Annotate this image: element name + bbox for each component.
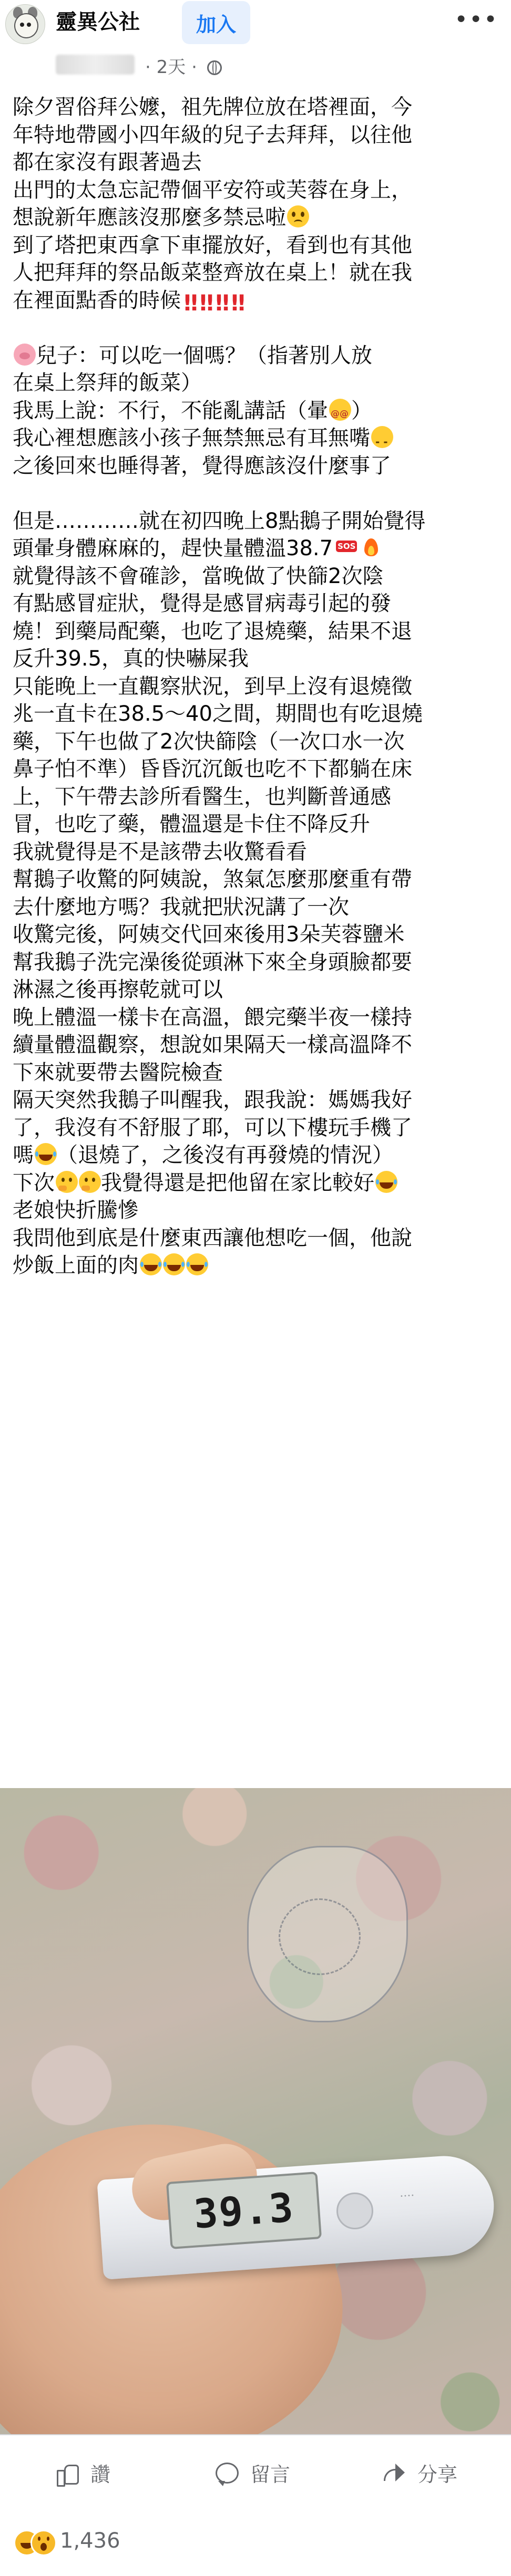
post-line [13, 204, 502, 232]
globe-icon [207, 60, 222, 75]
post-line-text: 嗎 [13, 1143, 34, 1167]
post-line [13, 838, 502, 866]
fabric-pattern-detail [279, 1898, 361, 1975]
separator: · [145, 57, 151, 78]
reaction-summary[interactable] [0, 2513, 511, 2576]
reaction-count[interactable]: 1,436 [60, 2529, 120, 2553]
paragraph-gap [13, 314, 502, 342]
post-line-text: 到了塔把東西拿下車擺放好，看到也有其他 [13, 233, 412, 257]
post-line-text: 年特地帶國小四年級的兒子去拜拜，以往他 [13, 122, 412, 147]
post-line [13, 369, 502, 397]
post-line-text: 隔天突然我鵝子叫醒我，跟我說：媽媽我好 [13, 1088, 412, 1112]
post-line-text: 收驚完後，阿姨交代回來後用3朵芙蓉鹽米 [13, 922, 405, 947]
post-line-text: 在裡面點香的時候 [13, 288, 181, 313]
post-line [13, 176, 502, 204]
post-line-text: 炒飯上面的肉 [13, 1253, 139, 1277]
separator-dot: · [186, 57, 197, 78]
post-line-text: 下次 [13, 1170, 55, 1195]
pig-emoji-icon [14, 344, 36, 366]
avatar-face [14, 13, 38, 38]
paragraph-gap [13, 480, 502, 507]
post-line-text: 反升39.5，真的快嚇屎我 [13, 647, 249, 671]
post-line-text: 冒，也吃了藥，體溫還是卡住不降反升 [13, 812, 370, 836]
post-body [13, 94, 502, 1280]
post-line [13, 1031, 502, 1059]
post-line-text: 人把拜拜的祭品飯菜整齊放在桌上！就在我 [13, 261, 412, 285]
post-line [13, 535, 502, 563]
join-button[interactable]: 加入 [182, 1, 250, 44]
laugh-emoji-icon [140, 1253, 162, 1275]
post-line-text: 都在家沒有跟著過去 [13, 150, 202, 174]
post-line-text: 出門的太急忘記帶個平安符或芙蓉在身上， [13, 178, 412, 202]
laugh-emoji-icon [35, 1143, 57, 1165]
bang-emoji-icon [198, 292, 212, 314]
post-line-text: 我就覺得是不是該帶去收驚看看 [13, 839, 307, 864]
blurred-author-name [56, 55, 135, 75]
post-line [13, 452, 502, 480]
post-line [13, 149, 502, 176]
post-line [13, 94, 502, 121]
avatar-eye-left [20, 23, 24, 27]
post-line-text: 幫鵝子收驚的阿姨說，煞氣怎麼那麼重有帶 [13, 867, 412, 891]
post-line [13, 287, 502, 315]
more-icon[interactable]: ••• [454, 6, 498, 33]
like-icon [56, 2461, 79, 2485]
worried-emoji-icon [287, 205, 309, 227]
post-line [13, 1141, 502, 1169]
post-line-text: 下來就要帶去醫院檢查 [13, 1060, 223, 1085]
post-line-text: 去什麼地方嗎？我就把狀況講了一次 [13, 895, 349, 919]
post-line [13, 783, 502, 811]
fire-emoji-icon [360, 536, 382, 558]
post-line-text: 兒子：可以吃一個嗎？（指著別人放 [36, 343, 372, 368]
thermometer-brand: .... [399, 2186, 415, 2200]
think-emoji-icon [79, 1171, 101, 1193]
share-label: 分享 [417, 2463, 458, 2486]
post-line [13, 673, 502, 701]
sos-badge-icon: SOS [336, 541, 357, 552]
thermometer-display: 39.3 [166, 2172, 322, 2249]
post-line [13, 728, 502, 756]
bang-emoji-icon [213, 292, 228, 314]
post-line [13, 342, 502, 370]
avatar-eye-right [27, 23, 31, 27]
page-name[interactable]: 靈異公社 [56, 10, 140, 34]
post-line [13, 1004, 502, 1032]
post-line [13, 590, 502, 618]
post-line [13, 1059, 502, 1087]
post-line [13, 563, 502, 590]
post-line-text: 只能晚上一直觀察狀況，到早上沒有退燒徵 [13, 674, 412, 699]
post-line-text: 除夕習俗拜公嬤，祖先牌位放在塔裡面，今 [13, 95, 412, 119]
post-line [13, 1197, 502, 1224]
bang-emoji-icon [182, 292, 197, 314]
post-line [13, 755, 502, 783]
post-line [13, 232, 502, 259]
like-label: 讚 [90, 2463, 111, 2486]
comment-icon [216, 2463, 239, 2484]
post-line-tail: 我覺得還是把他留在家比較好 [101, 1170, 374, 1195]
post-line [13, 700, 502, 728]
post-photo[interactable] [0, 1788, 511, 2434]
post-line [13, 618, 502, 646]
post-line-text: 燒！到藥局配藥，也吃了退燒藥，結果不退 [13, 619, 412, 643]
post-meta [145, 53, 222, 78]
post-line [13, 1086, 502, 1114]
post-line-text: 續量體溫觀察，想說如果隔天一樣高溫降不 [13, 1033, 412, 1057]
post-line [13, 397, 502, 425]
post-line [13, 1169, 502, 1197]
post-line-text: 我心裡想應該小孩子無禁無忌有耳無嘴 [13, 426, 370, 450]
like-button[interactable] [56, 2458, 110, 2487]
post-line-text: 幫我鵝子洗完澡後從頭淋下來全身頭臉都要 [13, 950, 412, 974]
post-time[interactable]: 2天 [156, 57, 186, 78]
post-line-text: 鼻子怕不準）昏昏沉沉飯也吃不下都躺在床 [13, 757, 412, 781]
post-line [13, 921, 502, 949]
post-line-text: 但是…………就在初四晚上8點鵝子開始覺得 [13, 508, 426, 533]
post-line [13, 121, 502, 149]
page-avatar[interactable] [5, 4, 45, 44]
post-line [13, 894, 502, 921]
laugh-emoji-icon [186, 1253, 208, 1275]
thermometer-button [336, 2193, 373, 2229]
share-button[interactable] [383, 2458, 457, 2487]
post-line-text: 我問他到底是什麼東西讓他想吃一個，他說 [13, 1225, 412, 1250]
bang-emoji-icon [229, 292, 244, 314]
laugh-emoji-icon [375, 1171, 397, 1193]
post-line-text: 就覺得該不會確診，當晚做了快篩2次陰 [13, 564, 384, 588]
post-line [13, 424, 502, 452]
post-line-text: 了，我沒有不舒服了耶，可以下樓玩手機了 [13, 1115, 412, 1140]
post-line [13, 866, 502, 894]
unamused-emoji-icon [371, 426, 393, 448]
post-line [13, 1224, 502, 1252]
post-line-text: 在桌上祭拜的飯菜） [13, 371, 202, 395]
post-line-text: 上，下午帶去診所看醫生，也判斷普通感 [13, 784, 391, 809]
post-line-text: 頭暈身體麻麻的，趕快量體溫38.7 [13, 536, 333, 560]
think-emoji-icon [56, 1171, 78, 1193]
post-line-text: 老娘快折騰慘 [13, 1198, 139, 1222]
post-line [13, 976, 502, 1004]
post-line-text: 我馬上說：不行，不能亂講話（暈 [13, 398, 328, 423]
share-icon [383, 2463, 406, 2484]
post-line-text: 晚上體溫一樣卡在高溫，餵完藥半夜一樣持 [13, 1005, 412, 1030]
comment-button[interactable] [216, 2458, 290, 2487]
post-line-text: 之後回來也睡得著，覺得應該沒什麼事了 [13, 453, 391, 478]
post-line [13, 259, 502, 287]
post-line-tail: （退燒了，之後沒有再發燒的情況） [57, 1143, 393, 1167]
dizzy-emoji-icon [329, 399, 351, 421]
post-line-text: 想說新年應該沒那麼多禁忌啦 [13, 205, 286, 230]
action-bar [0, 2434, 511, 2514]
post-line-text: 藥，下午也做了2次快篩陰（一次口水一次 [13, 729, 405, 754]
post-line [13, 811, 502, 838]
post-line [13, 507, 502, 535]
post-line [13, 949, 502, 977]
wow-reaction-icon [30, 2530, 57, 2556]
post-line [13, 1114, 502, 1142]
post-line-text: 有點感冒症狀，覺得是感冒病毒引起的發 [13, 591, 391, 616]
laugh-emoji-icon [163, 1253, 185, 1275]
post-line-text: 兆一直卡在38.5～40之間，期間也有吃退燒 [13, 702, 423, 726]
post-line-tail: ） [351, 398, 372, 423]
post-header [0, 0, 511, 89]
post-line-text: 淋濕之後再擦乾就可以 [13, 978, 223, 1002]
post-line [13, 645, 502, 673]
comment-label: 留言 [250, 2463, 291, 2486]
post-line [13, 1252, 502, 1280]
